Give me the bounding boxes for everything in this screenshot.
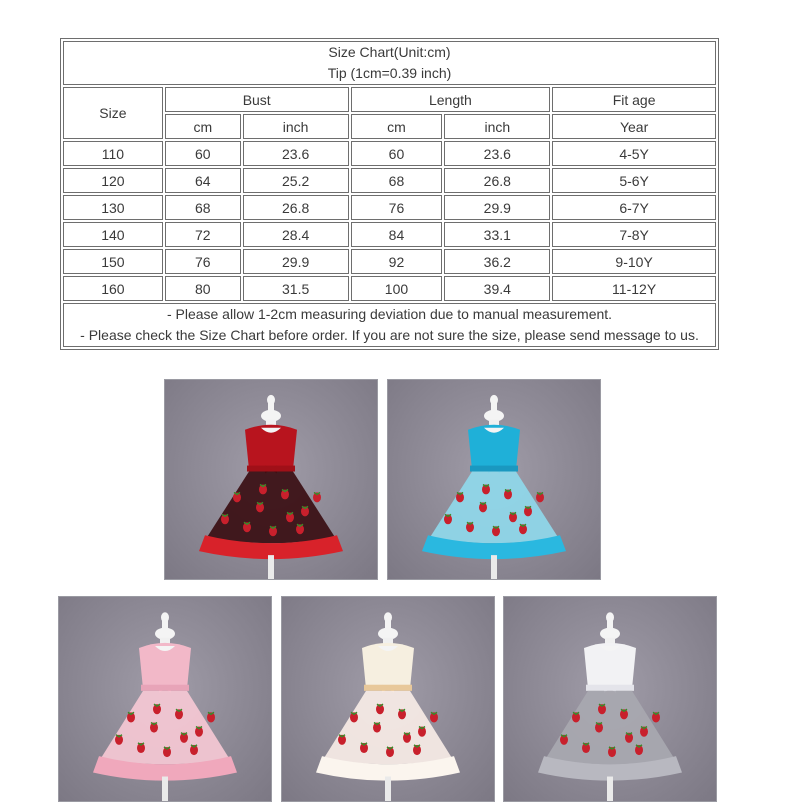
dress-photo-cream [281,596,495,802]
strawberry-pattern [221,514,229,524]
strawberry-pattern [376,704,384,714]
chart-tip: Tip (1cm=0.39 inch) [327,65,452,81]
strawberry-pattern [338,735,346,745]
strawberry-pattern [652,712,660,722]
strawberry-pattern [519,524,527,534]
cell-size: 130 [63,195,163,220]
table-row [63,195,716,220]
table-row [63,168,716,193]
strawberry-pattern [625,733,633,743]
strawberry-pattern [256,502,264,512]
strawberry-pattern [153,704,161,714]
note-check-size-chart: - Please check the Size Chart before order. If you are not sure the size, please send message to us. [80,327,699,343]
subheader-year: Year [552,114,716,139]
pink-dress-illustration [59,597,271,801]
cell-size: 140 [63,222,163,247]
cell-length-cm: 60 [351,141,443,166]
header-fit-age: Fit age [552,87,716,112]
strawberry-pattern [301,506,309,516]
cell-length-inch: 26.8 [444,168,550,193]
cell-length-inch: 36.2 [444,249,550,274]
chart-title: Size Chart(Unit:cm) [328,44,451,60]
strawberry-pattern [286,512,294,522]
strawberry-pattern [386,747,394,757]
strawberry-pattern [313,492,321,502]
strawberry-pattern [560,735,568,745]
cell-length-cm: 100 [351,276,443,301]
cell-length-inch: 29.9 [444,195,550,220]
cell-bust-cm: 64 [165,168,241,193]
cell-bust-inch: 26.8 [243,195,349,220]
cell-length-inch: 39.4 [444,276,550,301]
cell-fit-age: 5-6Y [552,168,716,193]
strawberry-pattern [479,502,487,512]
red-dress-illustration [165,380,377,579]
cream-dress-illustration [282,597,494,801]
strawberry-pattern [595,722,603,732]
cell-fit-age: 9-10Y [552,249,716,274]
cell-length-cm: 84 [351,222,443,247]
cell-length-cm: 76 [351,195,443,220]
cell-length-inch: 33.1 [444,222,550,247]
table-row [63,222,716,247]
strawberry-pattern [582,743,590,753]
strawberry-pattern [456,492,464,502]
strawberry-pattern [137,743,145,753]
cell-bust-inch: 29.9 [243,249,349,274]
cell-bust-cm: 80 [165,276,241,301]
strawberry-pattern [598,704,606,714]
strawberry-pattern [281,489,289,499]
strawberry-pattern [509,512,517,522]
grey-dress-illustration [504,597,716,801]
strawberry-pattern [195,727,203,737]
strawberry-pattern [413,745,421,755]
subheader-length-inch: inch [444,114,550,139]
strawberry-pattern [444,514,452,524]
table-row [63,249,716,274]
cell-length-cm: 92 [351,249,443,274]
strawberry-pattern [269,526,277,536]
strawberry-pattern [150,722,158,732]
strawberry-pattern [296,524,304,534]
cell-size: 160 [63,276,163,301]
strawberry-pattern [466,522,474,532]
size-chart-table [60,38,719,350]
header-size: Size [63,87,163,139]
dress-photo-red [164,379,378,580]
strawberry-pattern [482,484,490,494]
strawberry-pattern [115,735,123,745]
strawberry-pattern [418,727,426,737]
cell-bust-inch: 31.5 [243,276,349,301]
strawberry-pattern [350,712,358,722]
table-row [63,141,716,166]
cell-size: 120 [63,168,163,193]
chart-title-cell [63,41,716,85]
cell-bust-cm: 60 [165,141,241,166]
cell-fit-age: 7-8Y [552,222,716,247]
cell-bust-cm: 68 [165,195,241,220]
strawberry-pattern [180,733,188,743]
strawberry-pattern [504,489,512,499]
dress-photo-pink [58,596,272,802]
strawberry-pattern [492,526,500,536]
strawberry-pattern [373,722,381,732]
cell-bust-inch: 23.6 [243,141,349,166]
blue-dress-illustration [388,380,600,579]
strawberry-pattern [127,712,135,722]
strawberry-pattern [360,743,368,753]
cell-fit-age: 11-12Y [552,276,716,301]
strawberry-pattern [259,484,267,494]
dress-photo-grey [503,596,717,802]
strawberry-pattern [524,506,532,516]
strawberry-pattern [175,709,183,719]
strawberry-pattern [207,712,215,722]
strawberry-pattern [572,712,580,722]
cell-length-cm: 68 [351,168,443,193]
strawberry-pattern [430,712,438,722]
cell-size: 150 [63,249,163,274]
subheader-bust-cm: cm [165,114,241,139]
strawberry-pattern [163,747,171,757]
cell-bust-cm: 76 [165,249,241,274]
notes-cell [63,303,716,347]
subheader-length-cm: cm [351,114,443,139]
cell-fit-age: 6-7Y [552,195,716,220]
note-measuring-deviation: - Please allow 1-2cm measuring deviation due to manual measurement. [166,306,613,322]
strawberry-pattern [243,522,251,532]
strawberry-pattern [620,709,628,719]
cell-bust-inch: 28.4 [243,222,349,247]
strawberry-pattern [640,727,648,737]
strawberry-pattern [635,745,643,755]
strawberry-pattern [536,492,544,502]
header-length: Length [351,87,551,112]
strawberry-pattern [403,733,411,743]
strawberry-pattern [608,747,616,757]
table-row [63,276,716,301]
cell-fit-age: 4-5Y [552,141,716,166]
cell-size: 110 [63,141,163,166]
cell-bust-inch: 25.2 [243,168,349,193]
dress-photo-blue [387,379,601,580]
strawberry-pattern [398,709,406,719]
strawberry-pattern [233,492,241,502]
header-bust: Bust [165,87,349,112]
cell-length-inch: 23.6 [444,141,550,166]
cell-bust-cm: 72 [165,222,241,247]
strawberry-pattern [190,745,198,755]
subheader-bust-inch: inch [243,114,349,139]
